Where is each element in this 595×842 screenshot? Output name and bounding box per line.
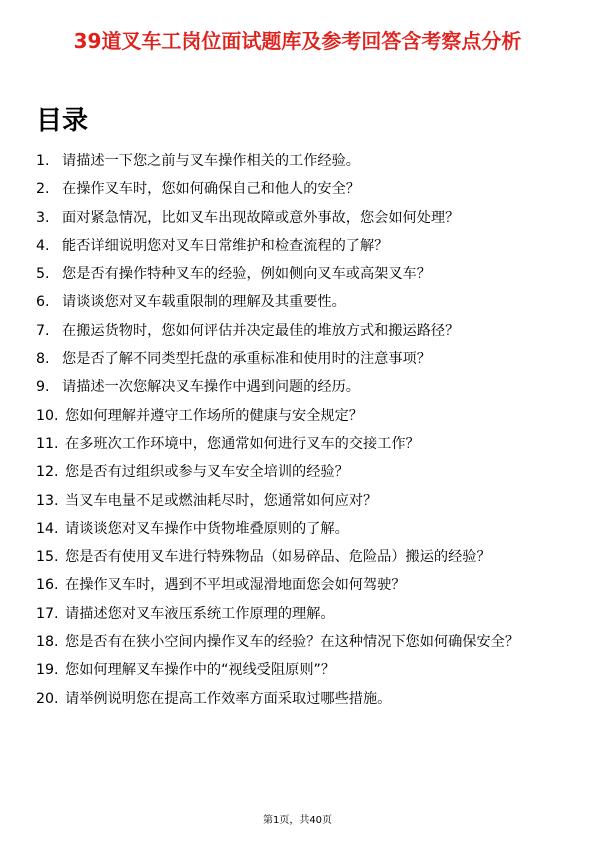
toc-heading: 目录 [36,106,89,136]
question-item [36,265,561,284]
question-number: 20. [36,690,59,707]
question-item [36,209,561,228]
question-item [36,237,561,256]
question-number: 1. [36,153,50,169]
question-text: 请描述一次您解决叉车操作中遇到问题的经历。 [62,379,360,396]
question-text: 能否详细说明您对叉车日常维护和检查流程的了解？ [62,237,389,254]
question-text: 您是否有在狭小空间内操作叉车的经验？在这种情况下您如何确保安全？ [65,634,520,651]
question-text: 您是否有使用叉车进行特殊物品（如易碎品、危险品）搬运的经验？ [65,549,491,566]
question-text: 面对紧急情况，比如叉车出现故障或意外事故，您会如何处理？ [62,209,460,226]
question-number: 12. [36,464,59,481]
question-item [36,520,561,539]
question-text: 在多班次工作环境中，您通常如何进行叉车的交接工作？ [65,435,420,452]
question-number: 15. [36,549,59,566]
question-item [36,633,561,652]
question-item [36,322,561,341]
document-title: 39道叉车工岗位面试题库及参考回答含考察点分析 [73,29,522,53]
question-number: 3. [36,209,50,226]
question-item [36,605,561,624]
question-text: 请描述您对叉车液压系统工作原理的理解。 [65,605,335,622]
question-number: 19. [36,662,59,679]
question-item [36,661,561,680]
question-number: 6. [36,294,50,311]
question-number: 9. [36,379,50,396]
question-text: 请描述一下您之前与叉车操作相关的工作经验。 [62,153,360,169]
question-item [36,435,561,454]
question-item [36,576,561,595]
question-text: 在搬运货物时，您如何评估并决定最佳的堆放方式和搬运路径？ [62,322,460,339]
question-text: 您是否有过组织或参与叉车安全培训的经验？ [65,464,349,481]
question-number: 5. [36,266,50,283]
question-item [36,180,561,199]
question-text: 请谈谈您对叉车载重限制的理解及其重要性。 [62,294,346,311]
question-number: 4. [36,237,50,254]
question-number: 8. [36,351,50,368]
question-item [36,293,561,312]
question-item [36,152,561,171]
question-text: 您是否了解不同类型托盘的承重标准和使用时的注意事项？ [62,351,431,368]
question-number: 16. [36,577,59,594]
question-number: 14. [36,520,59,537]
question-number: 2. [36,181,50,198]
question-item [36,492,561,511]
question-text: 请举例说明您在提高工作效率方面采取过哪些措施。 [65,690,392,707]
question-text: 您是否有操作特种叉车的经验，例如侧向叉车或高架叉车？ [62,266,431,283]
question-text: 您如何理解叉车操作中的“视线受阻原则”？ [65,662,336,679]
question-item [36,378,561,397]
question-number: 7. [36,322,50,339]
question-item [36,350,561,369]
question-number: 18. [36,634,59,651]
question-number: 17. [36,605,59,622]
question-text: 在操作叉车时，您如何确保自己和他人的安全？ [62,181,360,198]
question-text: 您如何理解并遵守工作场所的健康与安全规定？ [65,407,363,424]
question-item [36,690,561,709]
question-list [36,152,561,718]
question-number: 13. [36,492,59,509]
question-item [36,407,561,426]
question-item [36,463,561,482]
question-text: 在操作叉车时，遇到不平坦或湿滑地面您会如何驾驶？ [65,577,406,594]
question-item [36,548,561,567]
question-text: 当叉车电量不足或燃油耗尽时，您通常如何应对？ [65,492,378,509]
question-number: 11. [36,435,59,452]
question-number: 10. [36,407,59,424]
page-footer: 第1页，共40页 [262,815,333,826]
question-text: 请谈谈您对叉车操作中货物堆叠原则的了解。 [65,520,349,537]
